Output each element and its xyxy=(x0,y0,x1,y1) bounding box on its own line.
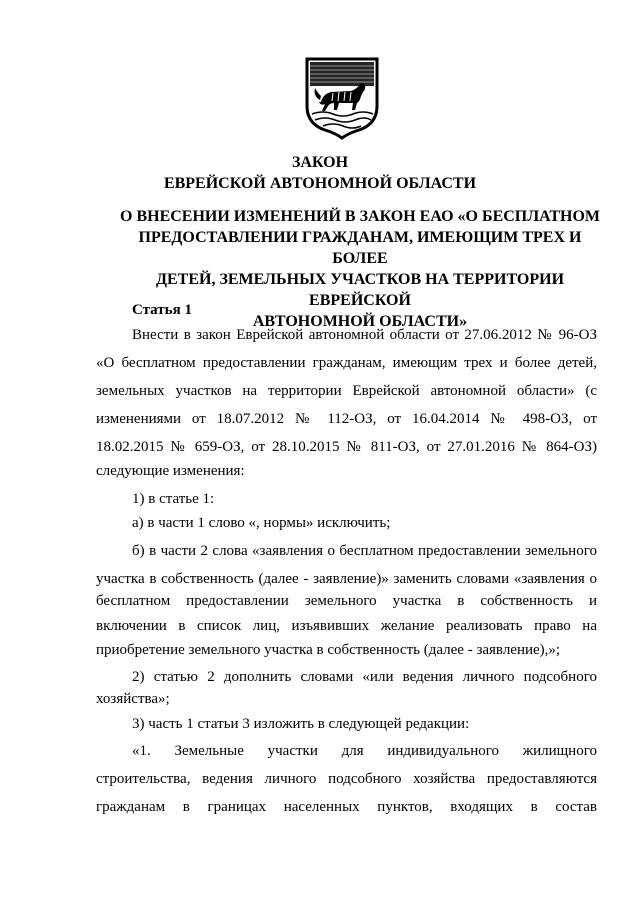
text-line: строительства, ведения личного подсобного хозяйства предоставляются xyxy=(96,771,597,787)
tiger-coat-of-arms-icon xyxy=(303,56,381,140)
text-line: следующие изменения: xyxy=(96,463,245,479)
text-line: приобретение земельного участка в собственность (далее - заявление),»; xyxy=(96,642,561,658)
text-line: 1) в статье 1: xyxy=(132,491,215,507)
text-line: б) в части 2 слова «заявления о бесплатном предоставлении земельного xyxy=(132,543,597,559)
text-line: «1. Земельные участки для индивидуального жилищного xyxy=(132,743,597,759)
text-line: включении в список лиц, изъявивших желание реализовать право на xyxy=(96,618,597,634)
text-line: «О бесплатном предоставлении гражданам, имеющим трех и более детей, xyxy=(96,355,597,371)
text-line: 18.02.2015 № 659-ОЗ, от 28.10.2015 № 811-ОЗ, от 27.01.2016 № 864-ОЗ) xyxy=(96,439,597,455)
text-line: хозяйства»; xyxy=(96,691,170,707)
text-line: земельных участков на территории Еврейской автономной области» (с xyxy=(96,383,597,399)
text-line: а) в части 1 слово «, нормы» исключить; xyxy=(132,515,391,531)
text-line: Внести в закон Еврейской автономной области от 27.06.2012 № 96-ОЗ xyxy=(132,327,597,343)
subject-line: АВТОНОМНОЙ ОБЛАСТИ» xyxy=(252,313,468,330)
text-line: 3) часть 1 статьи 3 изложить в следующей редакции: xyxy=(132,716,470,732)
document-title: ЗАКОН xyxy=(291,154,349,171)
subject-line: О ВНЕСЕНИИ ИЗМЕНЕНИЙ В ЗАКОН ЕАО «О БЕСПЛАТНОМ xyxy=(120,208,600,225)
subject-line: ДЕТЕЙ, ЗЕМЕЛЬНЫХ УЧАСТКОВ НА ТЕРРИТОРИИ ЕВРЕЙСКОЙ xyxy=(155,271,565,309)
text-line: изменениями от 18.07.2012 № 112-ОЗ, от 16.04.2014 № 498-ОЗ, от xyxy=(96,411,597,427)
document-issuer: ЕВРЕЙСКОЙ АВТОНОМНОЙ ОБЛАСТИ xyxy=(163,175,477,192)
text-line: гражданам в границах населенных пунктов, входящих в состав xyxy=(96,799,597,815)
text-line: бесплатном предоставлении земельного участка в собственность и xyxy=(96,593,597,609)
article-heading: Статья 1 xyxy=(132,302,192,318)
text-line: 2) статью 2 дополнить словами «или ведения личного подсобного xyxy=(132,669,597,685)
subject-line: ПРЕДОСТАВЛЕНИИ ГРАЖДАНАМ, ИМЕЮЩИМ ТРЕХ И БОЛЕЕ xyxy=(138,229,582,267)
text-line: участка в собственность (далее - заявление)» заменить словами «заявления о xyxy=(96,571,597,587)
